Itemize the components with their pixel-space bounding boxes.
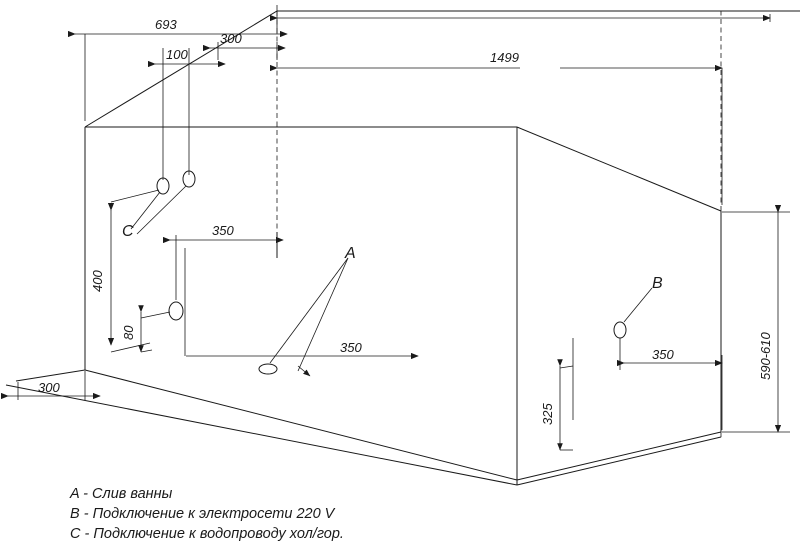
marker-b-electrical	[614, 275, 663, 338]
legend-item-b	[70, 504, 590, 524]
dim-80-label: 80	[121, 325, 136, 340]
dim-1499	[277, 11, 800, 65]
legend-sep-c: -	[84, 526, 90, 542]
legend-item-c	[70, 524, 590, 544]
dim-350-right	[573, 338, 722, 430]
dim-350-left	[169, 223, 283, 320]
construction-lines	[16, 127, 721, 485]
dim-350-right-label: 350	[652, 347, 674, 362]
dim-1499-label: 1499	[490, 50, 519, 65]
dim-100-label: 100	[166, 47, 188, 62]
dim-400-label: 400	[90, 270, 105, 292]
legend-text-a: Слив ванны	[92, 486, 173, 502]
dim-350-left-label: 350	[212, 223, 234, 238]
marker-c-water-connections	[122, 171, 195, 240]
legend-sep-a: -	[83, 486, 89, 502]
dim-590-610-label: 590-610	[758, 332, 773, 380]
legend-sep-b: -	[83, 506, 89, 522]
dim-300-label: 300	[220, 31, 242, 46]
legend-key-c: C	[70, 526, 81, 542]
dim-350-center-label: 350	[340, 340, 362, 355]
dim-693	[75, 5, 287, 121]
dim-350-center	[185, 248, 418, 376]
dim-590-610	[722, 212, 790, 432]
dim-693-label: 693	[155, 17, 177, 32]
dim-325-label: 325	[540, 403, 555, 425]
legend-item-a	[70, 484, 590, 504]
legend-text-c: Подключение к водопроводу хол/гор.	[93, 526, 344, 542]
legend-key-b: B	[70, 506, 80, 522]
marker-b-label: B	[652, 275, 663, 292]
dim-300-bottom-label: 300	[38, 380, 60, 395]
legend	[70, 484, 590, 544]
legend-key-a: A	[70, 486, 80, 502]
dim-100-300	[155, 31, 285, 180]
dim-80	[121, 312, 170, 352]
tub-body-outline	[6, 11, 800, 485]
marker-a-label: A	[345, 245, 356, 262]
legend-text-b: Подключение к электросети 220 V	[92, 506, 335, 522]
marker-c-label: C	[122, 223, 134, 240]
dim-325	[517, 366, 573, 485]
